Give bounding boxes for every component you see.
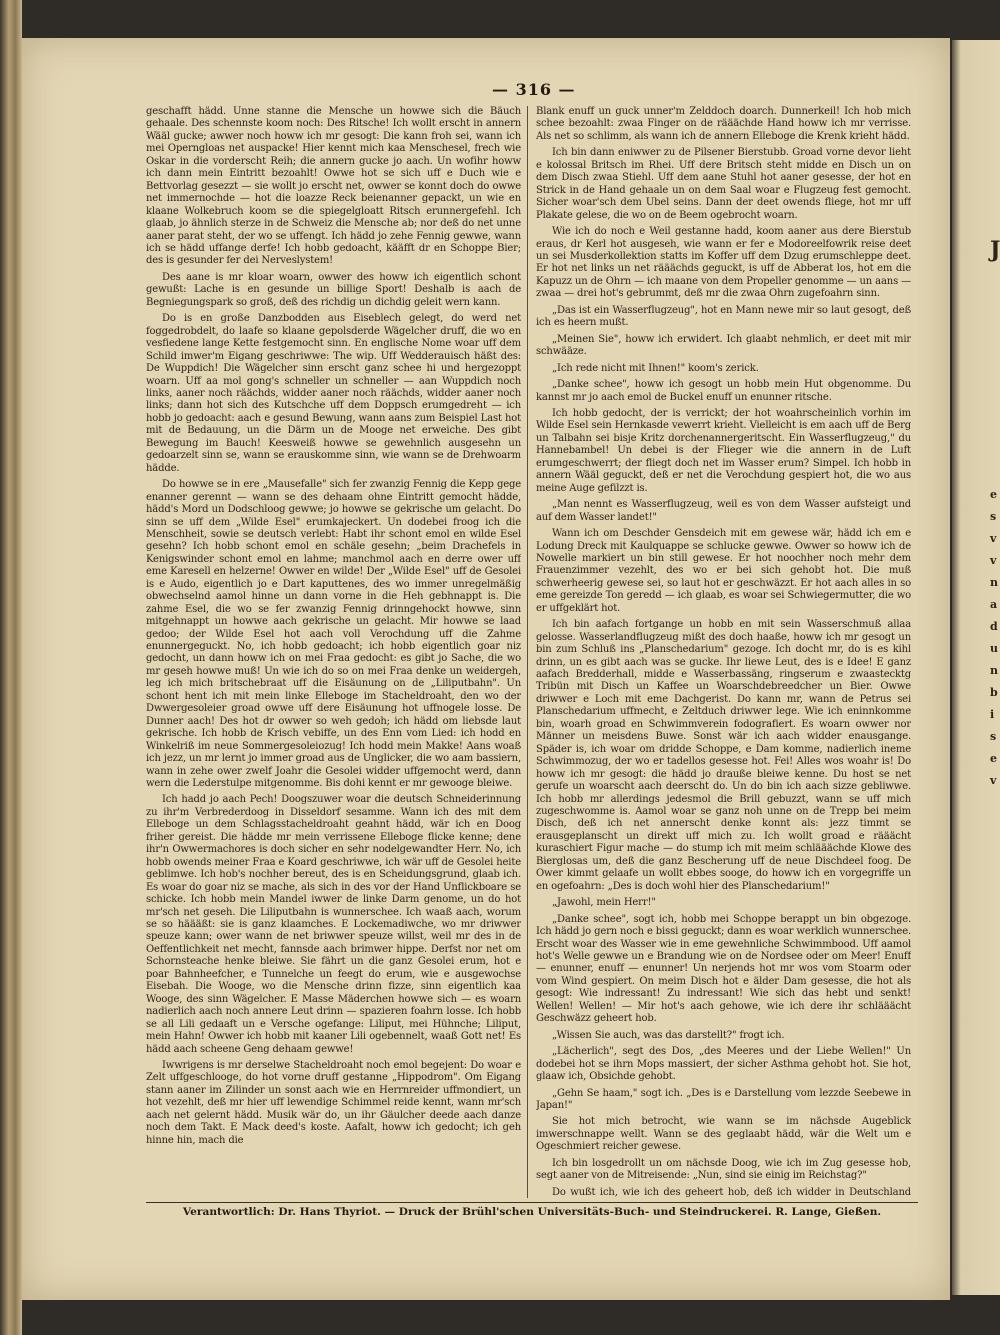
right-page-fragment: s [990, 730, 997, 743]
right-page-fragment: e [990, 488, 997, 501]
right-page-fragment: n [990, 576, 998, 589]
right-page-fragment: v [990, 774, 997, 787]
paragraph: Iwwrigens is mr derselwe Stacheldroaht noch emol begejent: Do woar e Zelt uffgeschlooge, do hot vorne druff gestanne „Hippodrom". Om Eigang stann aaner im Zilinder un sonst aach wie en Herrnreider uffmondiert, un hot vezehlt, deß mr hier uff lewendige Schimmel reide kennt, wann mr'sch aach net gelernt hädd. Musik wär do, un ihr Gäulcher deede aach danze noch dem Takt. E Mack deed's koste. Aafalt, howw ich gedocht; ich geh hinne hin, mach die [146, 1059, 521, 1146]
paragraph: „Man nennt es Wasserflugzeug, weil es von dem Wasser aufsteigt und auf dem Wasser landet!" [536, 499, 911, 523]
paragraph: Do wußt ich, wie ich des geheert hob, deß ich widder in Deutschland [552, 1186, 911, 1198]
page-number: — 316 — [492, 80, 576, 99]
paragraph: Do is en große Danzbodden aus Eiseblech gelegt, do werd net foggedrobdelt, do laafe so klaane gepolsderde Wägelcher druff, die wo en vesfiedene lange Kette festgemocht sinn. En englische Nome woar uff dem Schild imwer'm Eigang geschriwwe: The wip. Uff Wedderauisch häßt des: De Wuppdich! Die Wägelcher sinn erscht ganz schee hi und hergezoppt woarn. Uff aa mol gong's schneller un schneller — aan Wuppdich noch links, aaner noch räächds, widder aaner noch räächds, widder aaner noch links; dann hot sich des Kutschche uff dem Doppsch erumgedreht — ich hobb jo gedoacht: aach e gesund Bewung, wann aans zum Beispiel Last hot mit de Bedauung, un die Därm un de Mooge net erweiche. Des gibt Bewegung im Bauch! Keesweiß howwe se gewehnlich ausgesehn un gedoarzelt sinn se, wann se erauskomme sinn, wie wann se de Drehwoarm hädde. [146, 313, 521, 474]
imprint-footer: Verantwortlich: Dr. Hans Thyriot. — Druck der Brühl'schen Universitäts-Buch- und Steindruckerei. R. Lange, Gießen. [182, 1206, 882, 1218]
paragraph: Ich bin losgedrollt un om nächsde Doog, wie ich im Zug gesesse hob, segt aaner von de Mitreisende: „Nun, sind sie einig im Reichstag?" [536, 1157, 911, 1182]
right-page-fragment: d [990, 620, 998, 633]
paragraph: „Jawohl, mein Herr!" [552, 897, 656, 909]
paragraph: Wann ich om Deschder Gensdeich mit em gewese wär, hädd ich em e Lodung Dreck mit Kaulquappe se schlucke gewwe. Owwer so howw ich de Nowelle markiert un bin still gewese. Er hot noochher noch mehr dem Frauenzimmer vezehlt, des wo er bei sich gehobt hot. Die muß schwerheerig gewese sei, so laut hot er geschwäzzt. Er hot aach alles in so eme gereizde Ton geredd — ich glaab, es woar sei Schwiegermutter, die wo er uffgeklärt hot. [536, 528, 911, 614]
paragraph: Ich hobb gedocht, der is verrickt; der hot woahrscheinlich vorhin im Wilde Esel sein Hernkasde vewerrt krieht. Vielleicht is em aach uff de Berg un Talbahn sei bisje Kritz dorchenannergeritscht. Ein Wasserflugzeug," du Hannebambel! Un debei is der Flieger wie die annern in de Luft erumgeschwerrt; der fliegt doch net im Wasser erum? Simpel. Ich hobb in annern Wääl geguckt, deß er net die Verochdung gespiert hot, die wo aus meine Auge gefilzzt is. [536, 407, 911, 494]
paragraph: Blank enuff un guck unner'm Zelddoch doarch. Dunnerkeil! Ich hob mich schee bezoahlt: zwaa Finger on de rääächde Hand howw ich mr verrisse. Als net so schlimm, als wann ich de annern Elleboge die Krenk krieht hädd. [536, 106, 911, 142]
paragraph: Des aane is mr kloar woarn, owwer des howw ich eigentlich schont gewußt: Lache is en gesunde un billige Sport! Deshalb is aach de Begniegungspark so groß, deß des richdig un dichdig geleit wern kann. [146, 271, 521, 308]
right-page-fragment: J [990, 237, 1000, 263]
right-page-fragment: s [990, 510, 997, 523]
footer-rule [146, 1202, 918, 1203]
right-page-fragment: a [990, 598, 998, 611]
paragraph: „Wissen Sie auch, was das darstellt?" frogt ich. [552, 1029, 785, 1041]
right-page-fragment: v [990, 532, 997, 545]
text-column-left [146, 106, 521, 1198]
paragraph: „Meinen Sie", howw ich erwidert. Ich glaabt nehmlich, er deet mit mir schwääze. [536, 333, 911, 358]
paragraph: „Danke schee", howw ich gesogt un hobb mein Hut obgenomme. Du kannst mr jo aach emol de Buckel enuff un enunner ritsche. [536, 379, 911, 403]
paragraph: „Ich rede nicht mit Ihnen!" koom's zerick. [552, 362, 759, 374]
adjacent-page-edge [952, 40, 1000, 1295]
right-page-fragment: e [990, 752, 997, 765]
paragraph: Ich bin dann eniwwer zu de Pilsener Bierstubb. Groad vorne devor lieht e kolossal Britsch im Rhei. Uff dere Britsch steht midde en Disch un on dem Disch zwaa Stiehl. Uff dem aane Stuhl hot aaner gesesse, der hot en Strick in de Hand gehaale un on dem Saal woar e Flugzeug fest gemocht. Sicher woar'sch dem Ubel seins. Dann der deet owends fliege, hot mr uff Plakate gelese, die wo on de Beem ogebrocht woarn. [536, 147, 911, 221]
paragraph: Sie hot mich betrocht, wie wann se im nächsde Augeblick imwerschnappe wellt. Wann se des geglaabt hädd, wär die Welt um e Ogeschmiert reicher gewese. [536, 1116, 911, 1153]
paragraph: Ich bin aafach fortgange un hobb en mit sein Wasserschmuß allaa gelosse. Wasserlandflugzeug mißt des doch haaße, howw ich mr gesogt un bin zum Schluß ins „Planschedarium" gezoge. Ich docht mr, do is es kihl drinn, un es gibt aach was se gucke. Ihr liewe Leut, des is e Idee! E ganz aafach Bredderhall, midde e Wasserbassäng, ringserum e zwaastecktg Tribün mit Disch un Kaffee un Woarschdebreedcher un Bier. Owwe driwwer e Loch mit eme Dachgerist. Do kann mr, wann de Petrus sei Planschedarium uffmecht, e Zeltduch driwwer lege. Wie ich eninnkomme bin, woarh groad en Schwimmverein fodografiert. Es woarn owwer nor Männer un meisdens Buwe. Sonst wär ich aach widder enausgange. Späder is, ich woar om dridde Schoppe, e Dam komme, nadierlich ineme Schwimmozug, der wo er tadellos gesesse hot. Fei! Alles wos woahr is! Do howw ich mr gesogt: die hädd jo drauße bleiwe kenne. Du host se net gerufe un woarscht aach deerscht do. Un do bin ich aach sizze gebliwwe. Ich hobb mr allerdings jedesmol die Brill gebuzzt, wann se uff mich zugeschwomme is. Aamol woar se ganz noh unne on de Trepp bei meim Disch, deß ich net annerscht denke konnt als: jezz timmt se erausgeplanscht un direkt uff mich zu. Ich wollt groad e rääächt kuraschiert Figur mache — do stump ich mit meim schlääächde Klowe des Bierglosas um, deß die ganz Bescherung uff de neue Dischdeel foog. De Ower kimmt gelaafe un wollt ebbes sooge, do howw ich en vorgegriffe un en ogefoahrn: „Des is doch wohl hier des Planschedarium!" [536, 619, 911, 892]
paragraph: Wie ich do noch e Weil gestanne hadd, koom aaner aus dere Bierstub eraus, dr Kerl hot ausgeseh, wie wann er fer e Modoreelfowrik reise deet un sei Musderkollektion statts im Koffer uff dem Dzug erumschleppe deet. Er hot net links un net rääächds geguckt, is uff de Abberat los, hot em die Kapuzz un de Ohrn — ich maane von dem Propeller genomme — un aans — zwaa — drei hot's gebrummt, deß mr die zwaa Ohrn zugefoahrn sinn. [536, 226, 911, 300]
column-divider [527, 106, 528, 1198]
paragraph: geschafft hädd. Unne stanne die Mensche un howwe sich die Bäuch gehaale. Des schennste koom noch: Des Ritsche! Ich wollt erscht in annern Wääl gucke; awwer noch howw ich mr gesogt: Die kann froh sei, wann ich mei Operngloas net auspacke! Hier kennt mich kaa Menschesel, frech wie Oskar in die vorderscht Reih; die annern gucke jo aach. Un wofihr howw ich dann mein Eintritt bezoahlt! Owwe hot se sich uff e Duch wie e Bettvorlag gesezzt — sie wollt jo erscht net, owwer se konnt doch do owwe net immernochde — hot die loazze Reck beienanner gepackt, un wie en klaane Wolkebruch koom se die spiegelgloatt Ritsch erunnergefehl. Ich glaab, jo ähnlich sterze in de Schweiz die Mensche ab; nor deß do net unne aaner parat steht, der wo se uffengt. Ich hädd jo zehe Fennig gewwe, wann ich se hädd uffange derfe! Ich hobb gedoacht, kääfft dr en Schoppe Bier; des is gesunder fer dei Nerveslystem! [146, 106, 521, 267]
right-page-fragment: i [990, 708, 995, 721]
paragraph: Ich hadd jo aach Pech! Doogszuwer woar die deutsch Schneiderinnung zu ihr'm Verbrederdoog in Disseldorf sesamme. Wann ich des mit dem Elleboge un dem Schlagsstacheldroaht geahnt hädd, wär ich en Doog friher gereist. Die hädde mr mein verrissene Elleboge flicke kenne; dene ihr'n Owwermachores is doch sicher en sehr nodelgewandter Herr. No, ich hobb owends meiner Fraa e Koard geschriwwe, ich wär uff de Gesolei heite geblimwe. Ich hob's nochher bereut, des is en Scheidungsgrund, glaab ich. Es woar do goar niz se mache, als sich in des vor der Hand Unflickboare se schicke. Ich hobb mein Mandel iwwer de linke Darm genome, un do hot mr'sch net geseh. Die Liliputbahn is wunnerschee. Ich waaß aach, worum se so häääßt: sie is ganz klaamches. E Lockemadiwche, wo mr driwwer speuze kann; ower wann de net briwwer speuze willst, weil mr des in de Oeffentlichkeit net mecht, fannsde aach brimwer hippe. Derfst nor net om Schornsteache henke bleiwe. Sie fährt un die ganz Gesolei erum, hot e poar Bahnheefcher, e Tunnelche un feegt do erum, wie e ausgewochse Eisebah. Die Wooge, wo die Mensche drinn fizze, sinn eigentlich kaa Wooge, des sinn Wägelcher. E Masse Mäderchen howwe sich — es woarn nadierlich aach noch annere Leut drinn — spazieren foahrn losse. Ich hobb se all Lili gedaaft un e Versche ogefange: Liliput, mei Hühnche; Liliput, mein Hahn! Owwer ich hobb mit kaaner Lili ogebennelt, waaß Gott net! Es hädd aach scheene Geng dehaam gewwe! [146, 794, 521, 1055]
right-page-fragment: u [990, 642, 998, 655]
paragraph: „Gehn Se haam," sogt ich. „Des is e Darstellung vom lezzde Seebewe in Japan!" [536, 1087, 911, 1111]
bound-pages-edge [0, 0, 22, 1335]
right-page-fragment: b [990, 686, 998, 699]
paragraph: „Danke schee", sogt ich, hobb mei Schoppe berappt un bin obgezoge. Ich hädd jo gern noch e bissi geguckt; dann es woar werklich wunnerschee. Erscht woar des Wasser wie in eme gewehnliche Schwimmbood. Uff aamol hot's Welle gewwe un e Brandung wie on de Nordsee oder om Meer! Enuff — enunner, enuff — enunner! Un nerjends hot mr wos vom Stoarm oder vom Wind gespiert. On meim Disch hot e älder Dam gesesse, die hot als gesogt: Wie indressant! Zu indressant! Wie sich das hebt und senkt! Wellen! Wellen! — Mir hot's aach gehowe, wie ich dere ihr schlääächt Geschwäzz geheert hob. [536, 913, 911, 1025]
right-page-fragment: n [990, 664, 998, 677]
paragraph: „Das ist ein Wasserflugzeug", hot en Mann newe mir so laut gesogt, deß ich es heern mußt. [536, 304, 911, 329]
paragraph: Do howwe se in ere „Mausefalle" sich fer zwanzig Fennig die Kepp gege enanner gerennt — wann se des dehaam ohne Eintritt gemocht hädde, hädd's Mord un Dodschloog gewwe; jo howwe se gekrische um gelacht. Do sinn se uff dem „Wilde Esel" erumkajeckert. Un dodebei froog ich die Menschheit, sowie se deutsch verlebt: Habt ihr schont emol en wilde Esel gesehn? Ich hobb schont emol en schäle gesehn; „beim Drachefels in Kenigswinder schont emol en lahme; manchmol aach en derre ower uff eme Karesell en helzerne! Owwer en wilde! Der „Wilde Esel" uff de Gesolei is e Audo, eigentlich jo e Dart kaputtenes, des wo immer unregelmäßig obwechselnd aamol hinne un dann vorne in die Heh gebhnappt is. Die zahme Esel, die wo se fer zwanzig Fennig drinngehockt howwe, sinn mitgehnappt un howwe aach gekrische un gelacht. Mir howwe se laad gedoo; der Wilde Esel hot aach voll Verochdung uff die Zahme enunnergeguckt. No, ich hobb gedoacht; ich hobb eigentlich goar niz gedocht, un dann howw ich on mei Fraa gedocht: es gibt jo Sache, die wo mr geseh howwe muß! Un wie ich do so on mei Fraa denke un weidergeh, leg ich mich britschebraat uff die Eisäunung on de „Liliputbahn". Un schont hent ich mit mein linke Elleboge im Stacheldroaht, den wo der Dwwergesoleier groad owwe uff dere Eisäunung hot uffnogele losse. De Dunner aach! Des hot dr owwer so weh gedoh; ich hädd om liebsde laut gekrische. Ich hobb de Krisch vebiffe, un des Enn vom Lied: ich hodd en Winkelriß im neue Sommergesoleiozug! Ich hodd mein Makke! Aans woaß ich jezz, un mr lernt jo immer groad aus de Unglicker, die wo aam bassiern, wann in zehe ower zwelf Joahr die Gesolei widder uffgemocht werd, dann wern die Lederstulpe mitgenomme. Bis dohi kennt er mr gewooge bleiwe. [146, 479, 521, 790]
right-page-fragment: v [990, 554, 997, 567]
text-column-right [536, 106, 911, 1198]
paragraph: „Lächerlich", segt des Dos, „des Meeres und der Liebe Wellen!" Un dodebei hot se ihrn Mops massiert, der sicher Asthma gehobt hot. Sie hot, glaaw ich, Obsichde gehobt. [536, 1046, 911, 1083]
